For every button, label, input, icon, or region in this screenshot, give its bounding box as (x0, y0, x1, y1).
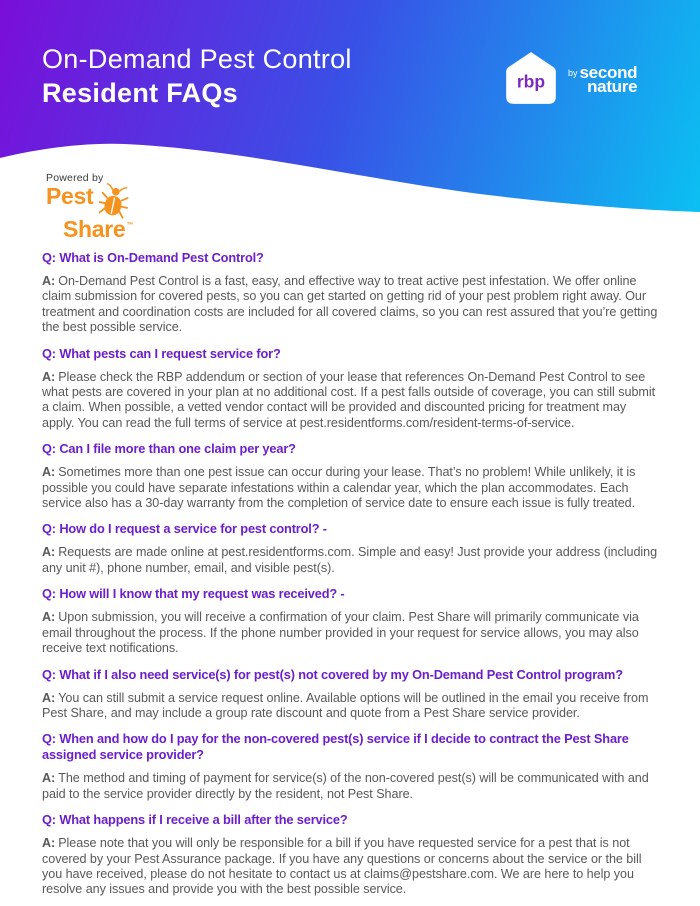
faq-item (42, 441, 658, 511)
faq-item (42, 521, 658, 576)
rbp-house-icon (501, 49, 561, 109)
rbp-second-nature-logo (501, 49, 637, 109)
faq-item (42, 346, 658, 432)
faq-item (42, 250, 658, 336)
faq-answer: A: On-Demand Pest Control is a fast, easy, and effective way to treat active pest infestation. We offer online claim submission for covered pests, so you can get started on getting rid of your pest problem right away. Our treatment and coordination costs are included for all covered claims, so you can rest assured that you’re getting the best possible service. (42, 274, 658, 335)
answer-prefix: A: (42, 465, 56, 480)
faq-question: Q: When and how do I pay for the non-covered pest(s) service if I decide to contract the Pest Share assigned service provider? (42, 731, 629, 763)
faq-answer: A: Please note that you will only be responsible for a bill if you have requested service for a pest that is not covered by your Pest Assurance package. If you have any questions or concerns about the service or the bill you have received, please do not hesitate to contact us at claims@pestshare.com. We are here to help you resolve any issues and provide you with the best possible service. (42, 836, 642, 897)
faq-item (42, 586, 658, 656)
faq-question: Q: Can I file more than one claim per year? (42, 441, 296, 457)
answer-prefix: A: (42, 836, 56, 851)
faq-answer: A: Upon submission, you will receive a confirmation of your claim. Pest Share will primarily communicate via email throughout the process. If the phone number provided in your request for service allows, you may also receive text notifications. (42, 610, 639, 656)
answer-prefix: A: (42, 690, 56, 705)
faq-question: Q: What pests can I request service for? (42, 345, 281, 361)
pest-share-word-share: Share (63, 216, 126, 242)
faq-answer: A: The method and timing of payment for service(s) of the non-covered pest(s) will be communicated with and paid to the service provider directly by the resident, not Pest Share. (42, 771, 649, 801)
faq-question: Q: What is On-Demand Pest Control? (42, 250, 264, 265)
trademark-symbol: ™ (126, 222, 134, 229)
powered-by-label: Powered by (46, 172, 104, 184)
faq-question: Q: How will I know that my request was received? - (42, 586, 345, 602)
second-nature-line2: nature (587, 77, 638, 96)
second-nature-wordmark (568, 63, 638, 96)
faq-item (42, 812, 658, 898)
answer-prefix: A: (42, 545, 56, 560)
header (0, 0, 700, 242)
faq-item (42, 731, 658, 802)
page-title: On-Demand Pest Control (42, 44, 352, 74)
faq-answer: A: Sometimes more than one pest issue can occur during your lease. That’s no problem! While unlikely, it is possible you could have separate infestations within a calendar year, which the plan accommodates. Each service also has a 30-day warranty from the completion of service date to ensure each issue is fully treated. (42, 465, 636, 511)
header-titles (42, 42, 352, 110)
pest-share-logo (46, 172, 133, 240)
faq-answer: A: Please check the RBP addendum or section of your lease that references On-Demand Pest Control to see what pests are covered in your plan at no additional cost. If a pest falls outside of coverage, you can still submit a claim. When possible, a vetted vendor contact will be provided and discounted pricing for treatment may apply. You can read the full terms of service at pest.residentforms.com/resident-terms-of-service. (42, 369, 656, 430)
answer-prefix: A: (42, 274, 56, 288)
answer-prefix: A: (42, 771, 56, 786)
faq-item (42, 667, 658, 722)
answer-prefix: A: (42, 369, 56, 384)
pest-share-word-pest: Pest (46, 183, 94, 209)
faq-answer: A: You can still submit a service request online. Available options will be outlined in the email you receive from Pest Share, and may include a group rate discount and quote from a Pest Share service provider. (42, 690, 649, 720)
faq-question: Q: How do I request a service for pest control? - (42, 521, 327, 537)
faq-answer: A: Requests are made online at pest.residentforms.com. Simple and easy! Just provide your address (including any unit #), phone number, email, and visible pest(s). (42, 545, 658, 575)
answer-prefix: A: (42, 610, 56, 625)
by-label: by (568, 68, 578, 78)
faq-question: Q: What if I also need service(s) for pest(s) not covered by my On-Demand Pest Control program? (42, 666, 623, 682)
bug-icon (99, 182, 129, 219)
rbp-badge-text: rbp (516, 71, 546, 92)
second-nature-line1: second (579, 63, 638, 82)
page-subtitle: Resident FAQs (42, 78, 238, 108)
faq-list (0, 250, 700, 898)
faq-question: Q: What happens if I receive a bill after the service? (42, 812, 348, 828)
